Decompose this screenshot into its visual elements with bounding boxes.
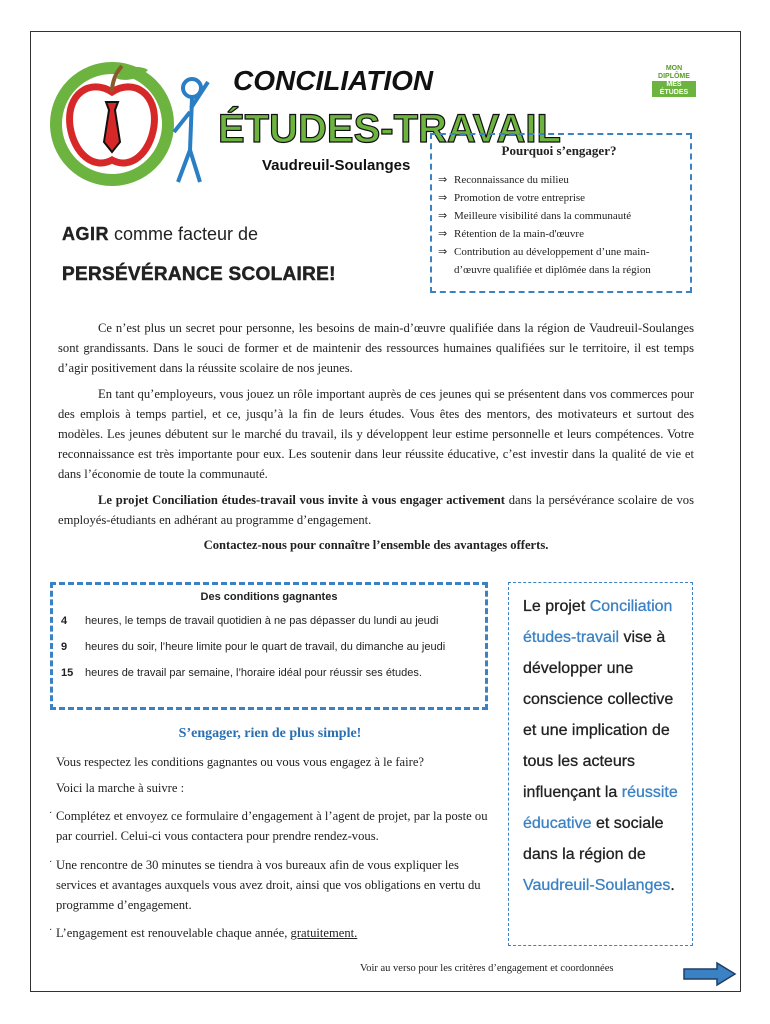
intro-p3-bold: Le projet Conciliation études-travail vous invite à vous engager activement [98, 493, 505, 507]
condition-row [61, 641, 445, 653]
logo-line2: ÉTUDES-TRAVAIL [218, 107, 561, 151]
contact-line: Contactez-nous pour connaître l’ensemble des avantages offerts. [203, 538, 549, 552]
intro-p3 [58, 490, 694, 530]
verso-note: Voir au verso pour les critères d’engagement et coordonnées [360, 963, 614, 974]
statement-part: et sociale dans la région de [523, 815, 664, 863]
intro-p2: En tant qu’employeurs, vous jouez un rôle important auprès de ces jeunes qui se présentent dans vos commerces pour des emplois à temps partiel, et ce, jusqu’à la fin de leurs études. Vous êtes des mentors, des motivateurs et surtout des modèles. Les jeunes débutent sur le marché du travail, ils y développent leur estime personnelle et leurs compétences. Votre reconnaissance est très importante pour eux. Les soutenir dans leur réussite éducative, c’est investir dans la qualité de vie et dans l’économie de toute la communauté. [58, 387, 694, 481]
engager-title: S’engager, rien de plus simple! [178, 726, 362, 741]
condition-number: 9 [61, 641, 68, 653]
condition-number: 15 [61, 667, 74, 679]
person-figure-icon [174, 79, 208, 182]
intro-p1: Ce n’est plus un secret pour personne, les besoins de main-d’œuvre qualifiée dans la région de Vaudreuil-Soulanges sont grandissants. Dans le souci de former et de maintenir des ressources humaines qualifiées sur le territoire, il est temps d’agir positivement dans la réussite scolaire de nos jeunes. [58, 321, 694, 375]
intro-paragraph-2 [58, 384, 694, 484]
statement-part: vise à développer une conscience collective et une implication de tous les acteurs influençant la [523, 629, 674, 801]
intro-paragraph-1 [58, 318, 694, 378]
step3-text-b: gratuitement. [290, 926, 358, 940]
why-box-title: Pourquoi s’engager? [501, 143, 617, 158]
engager-question: Vous respectez les conditions gagnantes ou vous vous engagez à le faire? [56, 755, 425, 769]
step2-text: Une rencontre de 30 minutes se tiendra à vos bureaux afin de vous expliquer les services et avantages auxquels vous avez droit, ainsi que vos obligations en vertu du programme d’engagement. [56, 858, 481, 912]
intro-p3-rest: dans la persévérance scolaire de vos employés-étudiants en adhérant au programme d’engagement. [58, 493, 694, 527]
statement-project-name: Conciliation études-travail [523, 598, 673, 646]
condition-row [61, 667, 422, 679]
intro-paragraph-3 [58, 490, 694, 530]
why-engage-box [430, 133, 692, 293]
logo-line3: Vaudreuil-Soulanges [262, 157, 411, 174]
logo-line1: CONCILIATION [233, 65, 434, 96]
bullet-icon: · [49, 808, 53, 819]
conditions-title: Des conditions gagnantes [200, 591, 338, 603]
project-statement-box [508, 582, 693, 946]
statement-region: Vaudreuil-Soulanges [523, 877, 671, 894]
why-list [438, 171, 680, 279]
bullet-icon: · [49, 857, 53, 868]
why-item: ⇒ Reconnaissance du milieu [438, 171, 680, 189]
badge-line1: MON DIPLÔME [658, 65, 690, 80]
agir-word: AGIR [62, 224, 109, 244]
engager-step-1 [49, 806, 488, 846]
mon-diplome-badge [652, 65, 696, 96]
step3-text-a: L’engagement est renouvelable chaque année, [56, 926, 291, 940]
headline-perseverance: PERSÉVÉRANCE SCOLAIRE! [62, 264, 336, 285]
condition-text: heures du soir, l’heure limite pour le quart de travail, du dimanche au jeudi [85, 641, 446, 653]
statement-part: . [670, 877, 675, 894]
why-item: ⇒ Meilleure visibilité dans la communauté [438, 207, 680, 225]
right-arrow-icon [683, 962, 737, 986]
engager-steps-intro: Voici la marche à suivre : [56, 781, 185, 795]
engager-step-2 [49, 855, 488, 915]
headline-agir [62, 224, 258, 245]
condition-row [61, 615, 438, 627]
condition-number: 4 [61, 615, 68, 627]
agir-rest: comme facteur de [109, 224, 259, 244]
statement-part: Le projet [523, 598, 590, 615]
statement-highlight: réussite éducative [523, 784, 678, 832]
condition-text: heures de travail par semaine, l’horaire idéal pour réussir ses études. [85, 667, 422, 679]
winning-conditions-box [50, 582, 488, 710]
why-item: ⇒ Promotion de votre entreprise [438, 189, 680, 207]
step1-text: Complétez et envoyez ce formulaire d’engagement à l’agent de projet, par la poste ou par courriel. Celui-ci vous contactera pour prendre rendez-vous. [56, 809, 488, 843]
bullet-icon: · [49, 925, 53, 936]
engager-step-3 [49, 923, 488, 943]
why-item: ⇒ Rétention de la main-d'œuvre [438, 225, 680, 243]
why-item: ⇒ Contribution au développement d’une main-d’œuvre qualifiée et diplômée dans la région [438, 243, 680, 279]
condition-text: heures, le temps de travail quotidien à ne pas dépasser du lundi au jeudi [85, 615, 439, 627]
badge-line2: MES ÉTUDES [652, 81, 696, 97]
